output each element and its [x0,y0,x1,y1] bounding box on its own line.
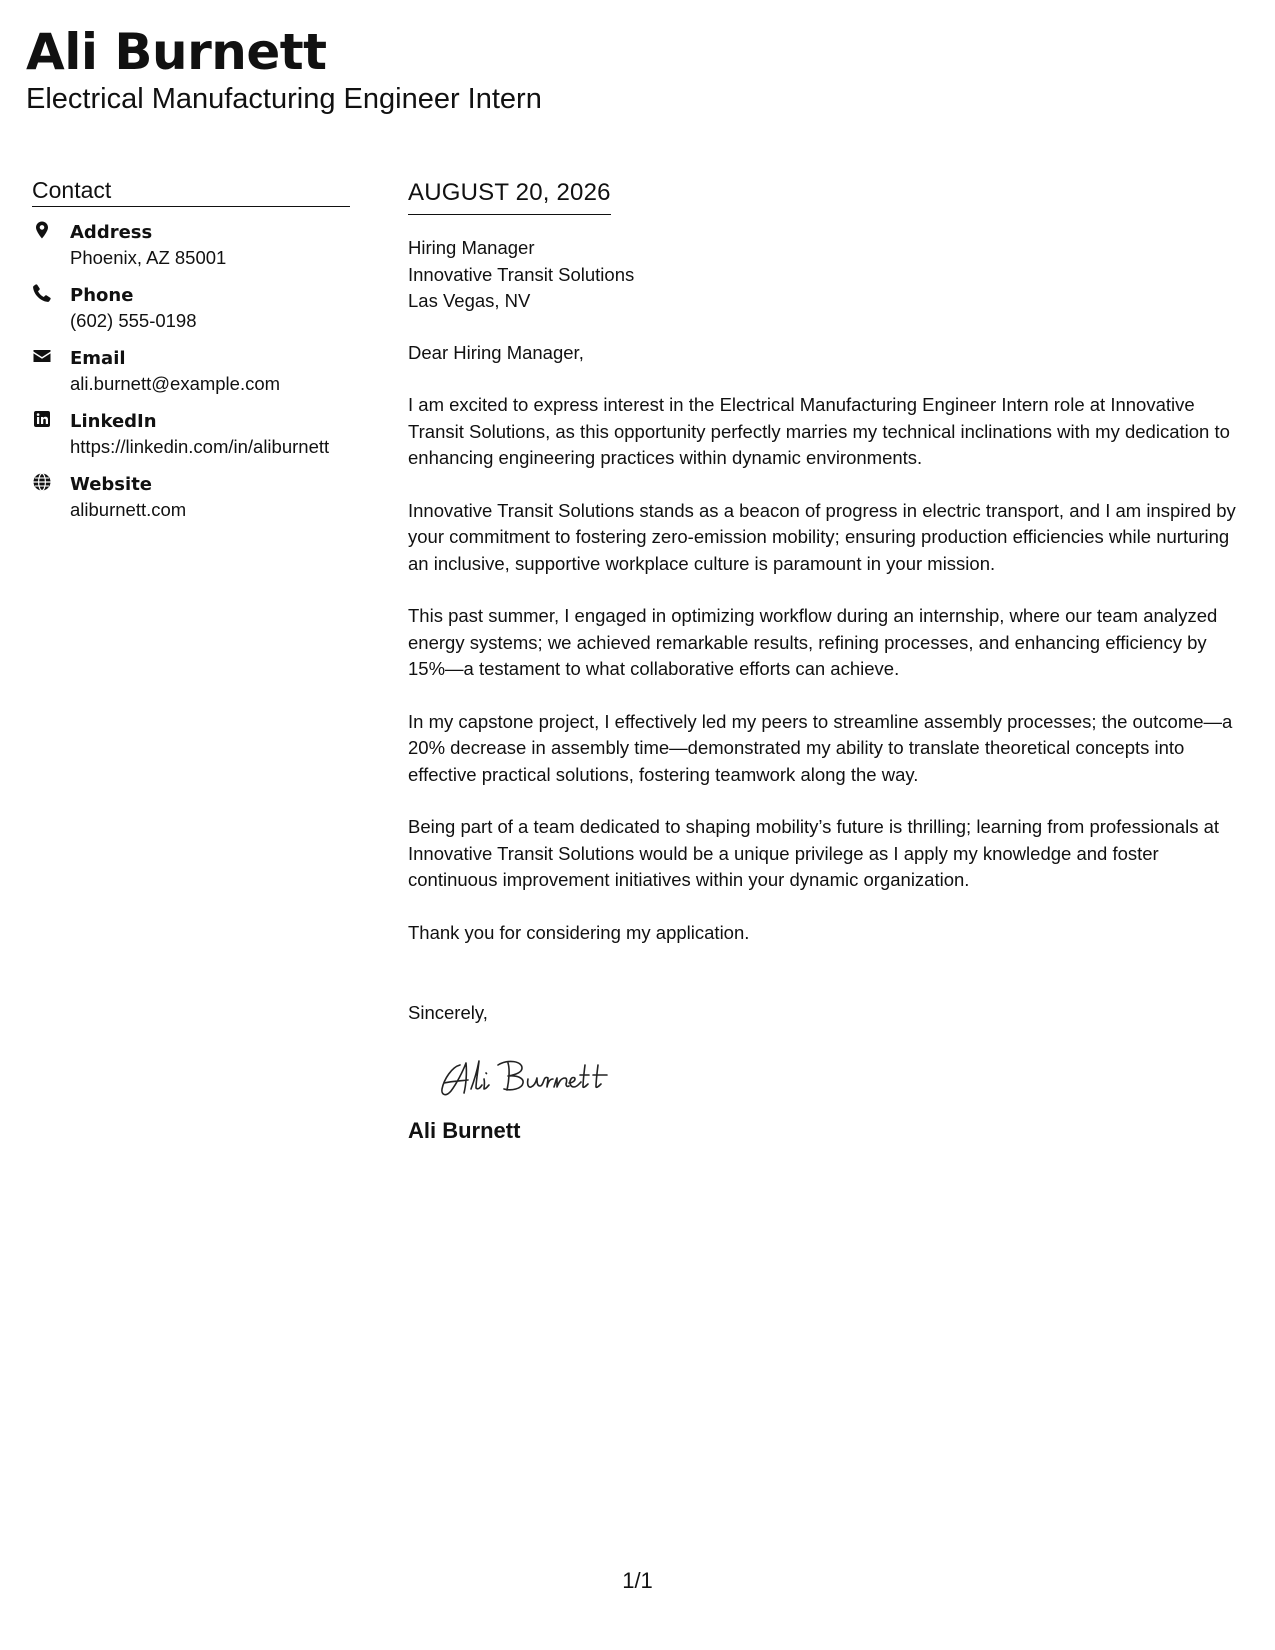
closing: Sincerely, [408,1002,488,1023]
paragraph: Being part of a team dedicated to shaping mobility’s future is thrilling; learning from professionals at Innovative Transit Solutions would be a unique privilege as I apply my knowledge and foster continuous improvement initiatives within your dynamic organization. [408,816,1220,890]
contact-value: (602) 555-0198 [70,310,197,331]
recipient-line: Hiring Manager [408,237,535,258]
page-number: 1/1 [622,1568,653,1593]
paragraph: In my capstone project, I effectively led my peers to streamline assembly processes; the outcome—a 20% decrease in assembly time—demonstrated my ability to translate theoretical concepts into effective practical solutions, fostering teamwork along the way. [408,710,1233,785]
recipient-line: Las Vegas, NV [408,290,531,311]
location-pin-icon [32,220,54,242]
recipient-line: Innovative Transit Solutions [408,263,635,285]
salutation: Dear Hiring Manager, [408,341,584,363]
letter-header [26,22,542,116]
recipient-block [408,235,1248,315]
applicant-role: Electrical Manufacturing Engineer Intern [26,83,542,115]
signer-name: Ali Burnett [408,1117,521,1143]
paragraph: I am excited to express interest in the Electrical Manufacturing Engineer Intern role at Innovative Transit Solutions, as this opportunity perfectly marries my technical inclinations with my dedication to enhancing engineering practices within dynamic environments. [408,394,1230,468]
linkedin-icon [32,409,54,431]
contact-label: Address [70,222,153,243]
contact-label: Phone [70,285,134,306]
phone-icon [32,283,54,305]
letter-date: AUGUST 20, 2026 [408,178,611,215]
contact-sidebar [32,176,350,522]
letter-body [408,178,1248,1145]
contact-heading: Contact [32,176,350,207]
contact-website [32,472,350,522]
contact-value: https://linkedin.com/in/aliburnett [70,436,330,457]
globe-icon [32,472,54,494]
paragraph: This past summer, I engaged in optimizing workflow during an internship, where our team analyzed energy systems; we achieved remarkable results, refining processes, and enhancing efficiency by 15%—a testament to what collaborative efforts can achieve. [408,605,1218,679]
contact-label: LinkedIn [70,411,157,432]
handwritten-signature [438,1049,1248,1109]
contact-value: ali.burnett@example.com [70,373,281,394]
contact-email [32,346,350,396]
contact-label: Website [70,474,153,495]
paragraph: Thank you for considering my application. [408,921,750,943]
contact-value: aliburnett.com [70,499,187,520]
contact-linkedin [32,409,350,459]
paragraph: Innovative Transit Solutions stands as a beacon of progress in electric transport, and I am inspired by your commitment to fostering zero-emission mobility; ensuring production efficiencies while nurturing an inclusive, supportive workplace culture is paramount in your mission. [408,499,1236,574]
contact-phone [32,283,350,333]
contact-address [32,220,350,270]
applicant-name: Ali Burnett [26,23,327,81]
contact-value: Phoenix, AZ 85001 [70,247,227,268]
contact-label: Email [70,348,126,369]
envelope-icon [32,346,54,368]
